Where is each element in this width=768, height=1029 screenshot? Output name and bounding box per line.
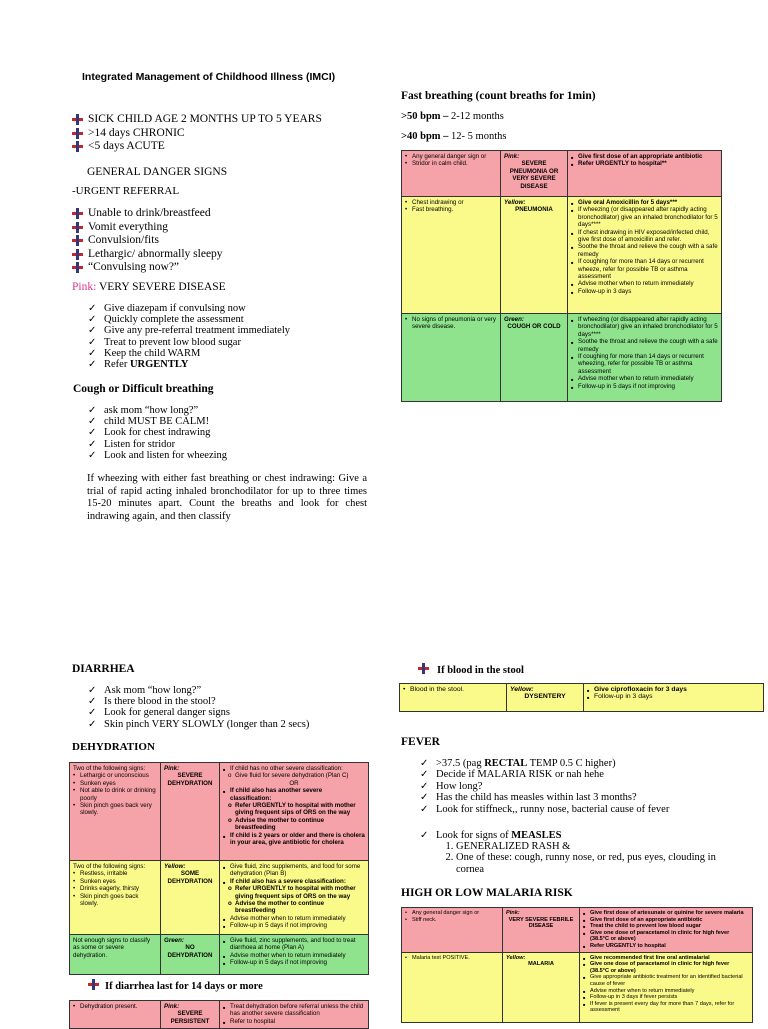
checklist-item xyxy=(88,439,227,450)
list-item xyxy=(72,261,223,275)
checklist-item xyxy=(420,769,669,780)
cell-list-item: ■ If child also has a severe classification: xyxy=(223,878,365,885)
checklist-item-text: How long? xyxy=(436,780,483,792)
cell-list xyxy=(405,153,497,168)
cell-list xyxy=(223,863,365,930)
treatment-cell xyxy=(568,197,722,314)
cell-list-item: • Stiff neck. xyxy=(405,917,499,924)
diarrhea-checklist xyxy=(88,685,309,730)
cell-list-item: ■ Advise mother when to return immediately xyxy=(583,988,749,995)
cell-list xyxy=(571,153,718,168)
cell-list-item: ■ Give one dose of paracetamol in clinic for high fever (38.5°C or above) xyxy=(583,930,749,943)
malaria-heading: HIGH OR LOW MALARIA RISK xyxy=(401,887,573,899)
cell-list xyxy=(405,316,497,331)
cell-list-item: ■ Give oral Amoxicillin for 5 days*** xyxy=(571,199,718,206)
check-icon: ✓ xyxy=(420,803,429,815)
signs-intro: Not enough signs to classify as some or severe dehydration. xyxy=(73,937,151,959)
cell-list-item: ■ If coughing for more than 14 days or recurrent wheezing, refer for possible TB or asthma assessment xyxy=(571,353,718,375)
cough-heading: Cough or Difficult breathing xyxy=(73,383,214,395)
classification-cell xyxy=(503,908,580,953)
checklist-item xyxy=(88,696,309,707)
cell-list-item: ■ Soothe the throat and relieve the cough with a safe remedy xyxy=(571,338,718,353)
document-title: Integrated Management of Childhood Illness (IMCI) xyxy=(82,71,336,83)
classification-row xyxy=(70,1001,369,1029)
rate-child-value: >40 bpm – xyxy=(401,131,449,142)
check-icon: ✓ xyxy=(88,449,97,461)
cell-list-item: • No signs of pneumonia or very severe disease. xyxy=(405,316,497,331)
checklist-item xyxy=(420,781,669,792)
treatment-cell xyxy=(568,314,722,402)
list-item-text: <5 days ACUTE xyxy=(88,140,165,152)
check-icon: ✓ xyxy=(420,769,429,781)
checklist-item-text: Keep the child WARM xyxy=(104,347,201,359)
cell-list-item: ■ Give fluid, zinc supplements, and food to treat diarrhoea at home (Plan A) xyxy=(223,937,365,952)
classification-cell xyxy=(161,1001,220,1029)
signs-cell xyxy=(70,861,161,935)
dehydration-table xyxy=(69,762,369,975)
checklist-item-text: child MUST BE CALM! xyxy=(104,416,210,428)
fever-item-text: TEMP 0.5 C higher) xyxy=(527,758,616,769)
cell-list-item: o Give fluid for severe dehydration (Plan C) xyxy=(223,772,365,779)
checklist-item xyxy=(88,337,290,348)
measles-sublist xyxy=(420,841,736,875)
checklist-item-text: Look for chest indrawing xyxy=(104,427,211,439)
signs-cell xyxy=(402,197,501,314)
cell-list-item: ■ If child is 2 years or older and there is cholera in your area, give antibiotic for cholera xyxy=(223,832,365,847)
measles-bold: MEASLES xyxy=(511,830,562,841)
measles-prefix: Look for signs of xyxy=(436,830,512,841)
cell-list-item: ■ Treat dehydration before referral unless the child has another severe classification xyxy=(223,1003,365,1018)
check-icon: ✓ xyxy=(88,438,97,450)
check-icon: ✓ xyxy=(88,405,97,416)
classification-row xyxy=(402,314,722,402)
classification-color: Pink: xyxy=(504,153,520,160)
cell-list-item: ■ Follow-up in 5 days if not improving xyxy=(223,959,365,966)
persistent-diarrhea-table xyxy=(69,1000,369,1029)
checklist-item xyxy=(88,359,290,370)
classification-cell xyxy=(501,314,568,402)
cell-list-item: ■ Refer URGENTLY to hospital** xyxy=(571,160,718,167)
classification-row xyxy=(70,935,369,975)
check-icon: ✓ xyxy=(88,416,97,428)
check-icon: ✓ xyxy=(88,685,97,696)
rate-infant-age: 2-12 months xyxy=(448,111,504,122)
checklist-item xyxy=(88,348,290,359)
cell-list-item: • Chest indrawing or xyxy=(405,199,497,206)
cell-list-item: o Refer URGENTLY to hospital with mother giving frequent sips of ORS on the way xyxy=(223,802,365,817)
treatment-cell xyxy=(220,935,369,975)
cell-list-item: ■ If wheezing (or disappeared after rapidly acting bronchodilator) give an inhaled bronchodilator for 5 days**** xyxy=(571,206,718,228)
checklist-item-text: Is there blood in the stool? xyxy=(104,696,216,708)
cell-list-item: ■ Treat the child to prevent low blood sugar xyxy=(583,923,749,930)
list-item xyxy=(72,127,322,141)
cell-list xyxy=(405,199,497,214)
list-item-text: Lethargic/ abnormally sleepy xyxy=(88,247,223,260)
classification-name: MALARIA xyxy=(528,961,554,968)
signs-cell xyxy=(70,935,161,975)
cell-list-item: ■ Give first dose of artesunate or quinine for severe malaria xyxy=(583,910,749,917)
cell-list-item: ■ Refer URGENTLY to hospital xyxy=(583,943,749,950)
classification-name: SEVERE PERSISTENT xyxy=(170,1010,210,1025)
cell-list xyxy=(583,955,749,1014)
treatment-cell xyxy=(220,1001,369,1029)
list-item xyxy=(72,234,223,248)
cell-list-item: o Advise the mother to continue breastfeeding xyxy=(223,900,365,915)
classification-color: Yellow: xyxy=(506,954,526,961)
checklist-item-text: Look for stiffneck,, runny nose, bacterial cause of fever xyxy=(436,803,670,815)
cell-list xyxy=(583,910,749,950)
checklist-item xyxy=(88,303,290,314)
cell-list-item: ■ Advise mother when to return immediately xyxy=(223,952,365,959)
classification-name: VERY SEVERE FEBRILE DISEASE xyxy=(508,916,574,930)
list-item xyxy=(72,113,322,127)
classification-color: Pink: xyxy=(164,765,180,772)
treatment-cell xyxy=(580,952,753,1022)
bullet-icon xyxy=(72,262,83,273)
checklist-item-text: Ask mom “how long?” xyxy=(104,685,202,696)
classification-cell xyxy=(507,684,584,712)
checklist-item-text: Treat to prevent low blood sugar xyxy=(104,336,241,348)
urgent-referral: -URGENT REFERRAL xyxy=(72,185,180,197)
checklist-item-text: Look for general danger signs xyxy=(104,707,230,719)
pink-actions-list xyxy=(88,303,290,370)
checklist-item-text: Quickly complete the assessment xyxy=(104,314,244,326)
cell-list-item: ■ Follow-up in 5 days if not improving xyxy=(223,922,365,929)
signs-cell xyxy=(402,151,501,197)
signs-intro: Two of the following signs: xyxy=(73,863,146,870)
checklist-item-text: Has the child has measles within last 3 months? xyxy=(436,792,637,804)
classification-name: PNEUMONIA xyxy=(515,206,553,214)
treatment-cell xyxy=(584,684,764,712)
cell-list-item: ■ Give first dose of an appropriate antibiotic xyxy=(583,917,749,924)
cell-list xyxy=(73,870,157,907)
cell-list-item: ■ If coughing for more than 14 days or recurrent wheeze, refer for possible TB or asthma assessment xyxy=(571,258,718,280)
cell-list-item: ■ Follow-up in 5 days if not improving xyxy=(571,383,718,390)
fever-checklist xyxy=(420,758,669,815)
signs-cell xyxy=(400,684,507,712)
classification-color: Pink: xyxy=(506,910,520,916)
signs-cell xyxy=(402,908,503,953)
checklist-item-text: Listen for stridor xyxy=(104,438,176,450)
cell-list-item: ■ Give appropriate antibiotic treatment for an identified bacterial cause of fever xyxy=(583,974,749,987)
check-icon: ✓ xyxy=(88,314,97,326)
treatment-cell xyxy=(580,908,753,953)
list-item xyxy=(72,207,223,221)
diarrhea-heading: DIARRHEA xyxy=(72,663,135,675)
classification-row xyxy=(402,952,753,1022)
cell-list-item: • Skin pinch goes back very slowly. xyxy=(73,802,157,817)
classification-row xyxy=(402,151,722,197)
check-icon: ✓ xyxy=(88,347,97,359)
classification-name: DYSENTERY xyxy=(524,693,566,701)
cell-list-item: ■ Give first dose of an appropriate antibiotic xyxy=(571,153,718,160)
classification-name: NO DEHYDRATION xyxy=(167,944,213,959)
cell-list-item: o Advise the mother to continue breastfeeding xyxy=(223,817,365,832)
cell-list-item: ■ If chest indrawing in HIV exposed/infected child, give first dose of amoxicillin and refer. xyxy=(571,229,718,244)
checklist-item-text: Refer xyxy=(104,359,130,371)
bullet-icon xyxy=(72,128,83,139)
cell-list-item: • Restless, irritable xyxy=(73,870,157,877)
checklist-item xyxy=(88,707,309,718)
fever-item: ✓ >37.5 (pag RECTAL TEMP 0.5 C higher) xyxy=(420,758,616,769)
bullet-icon xyxy=(72,249,83,260)
cell-list xyxy=(403,686,503,693)
check-icon: ✓ xyxy=(420,780,429,792)
cell-list-item: • Dehydration present. xyxy=(73,1003,157,1010)
cell-list-item: • Skin pinch goes back slowly. xyxy=(73,893,157,908)
measles-sub-item: 2. One of these: cough, runny nose, or red, pus eyes, clouding in cornea xyxy=(456,852,736,874)
checklist-item-text: Give diazepam if convulsing now xyxy=(104,303,246,314)
classification-row xyxy=(402,908,753,953)
classification-color: Pink: xyxy=(164,1003,180,1010)
checklist-item-text: ask mom “how long?” xyxy=(104,405,199,416)
bullet-icon xyxy=(72,222,83,233)
check-icon: ✓ xyxy=(88,325,97,337)
treatment-cell xyxy=(220,861,369,935)
or-separator: OR xyxy=(289,779,299,787)
checklist-item-text: Look and listen for wheezing xyxy=(104,449,228,461)
classification-cell xyxy=(161,935,220,975)
bullet-icon xyxy=(88,979,99,990)
check-icon: ✓ xyxy=(88,336,97,348)
check-icon: ✓ xyxy=(88,359,97,371)
checklist-item xyxy=(88,719,309,730)
cell-list xyxy=(223,937,365,967)
classification-name: SEVERE PNEUMONIA OR VERY SEVERE DISEASE xyxy=(509,160,559,190)
rate-infant xyxy=(401,111,504,122)
checklist-item xyxy=(420,804,669,815)
bullet-icon xyxy=(72,141,83,152)
rate-child xyxy=(401,131,506,142)
cell-list-item: ■ Give ciprofloxacin for 3 days xyxy=(587,686,760,693)
wheezing-paragraph: If wheezing with either fast breathing or chest indrawing: Give a trial of rapid acting inhaled bronchodilator for up to three times 15-20 minutes apart. Count the breaths and look for chest indrawing again, and then classify xyxy=(87,473,367,522)
list-item-text: Vomit everything xyxy=(88,220,168,233)
bullet-icon xyxy=(72,114,83,125)
cell-list-item: ■ Follow-up in 3 days if fever persists xyxy=(583,994,749,1001)
classification-name: SEVERE DEHYDRATION xyxy=(167,772,213,787)
cell-list-item: • Sunken eyes xyxy=(73,878,157,885)
bullet-icon xyxy=(72,235,83,246)
list-item-text: Convulsion/fits xyxy=(88,234,159,246)
checklist-item xyxy=(88,325,290,336)
persistent-diarrhea-heading-text: If diarrhea last for 14 days or more xyxy=(105,981,263,992)
pneumonia-table xyxy=(401,150,722,402)
cell-list-item: ■ Follow-up in 3 days xyxy=(571,288,718,295)
list-item xyxy=(72,248,223,262)
list-item-text: Unable to drink/breastfeed xyxy=(88,207,211,219)
rate-child-age: 12- 5 months xyxy=(448,131,507,142)
checklist-item xyxy=(88,314,290,325)
pink-text: VERY SEVERE DISEASE xyxy=(96,281,226,293)
classification-cell xyxy=(161,763,220,861)
classification-cell xyxy=(501,151,568,197)
cell-list-item: • Malaria test POSITIVE. xyxy=(405,955,499,962)
measles-block xyxy=(420,830,736,875)
checklist-item-text: Decide if MALARIA RISK or nah hehe xyxy=(436,769,604,781)
cell-list xyxy=(587,686,760,701)
checklist-item xyxy=(88,427,227,438)
checklist-item-bold: URGENTLY xyxy=(129,359,189,371)
classification-row xyxy=(402,197,722,314)
checklist-item xyxy=(420,792,669,803)
list-item-text: “Convulsing now?” xyxy=(88,261,180,273)
list-item-text: >14 days CHRONIC xyxy=(88,126,185,139)
check-icon: ✓ xyxy=(88,707,97,719)
cell-list-item: ■ If child has no other severe classification: xyxy=(223,765,365,772)
treatment-cell xyxy=(220,763,369,861)
classification-cell xyxy=(501,197,568,314)
cell-list-item: ■ Advise mother when to return immediately xyxy=(571,375,718,382)
rate-infant-value: >50 bpm – xyxy=(401,111,449,122)
fever-item-text: >37.5 (pag xyxy=(436,758,485,769)
cell-list-item: ■ Refer to hospital xyxy=(223,1018,365,1025)
cell-list-item: ■ Advise mother when to return immediately xyxy=(571,280,718,287)
cell-list-item: • Not able to drink or drinking poorly xyxy=(73,787,157,802)
signs-cell xyxy=(70,1001,161,1029)
checklist-item-text: Skin pinch VERY SLOWLY (longer than 2 secs) xyxy=(104,718,310,730)
measles-item: ✓ Look for signs of MEASLES xyxy=(420,830,562,841)
cough-checklist xyxy=(88,405,227,461)
cell-list xyxy=(223,1003,365,1025)
classification-row xyxy=(400,684,764,712)
fast-breathing-heading: Fast breathing (count breaths for 1min) xyxy=(401,90,596,102)
pink-classification xyxy=(72,281,226,293)
cell-list-item: • Drinks eagerly, thirsty xyxy=(73,885,157,892)
blood-stool-heading xyxy=(418,662,524,676)
check-icon: ✓ xyxy=(420,792,429,804)
signs-cell xyxy=(70,763,161,861)
classification-color: Green: xyxy=(164,937,184,944)
cell-list-item: ■ Give recommended first line oral antimalarial xyxy=(583,955,749,962)
classification-color: Yellow: xyxy=(510,686,534,693)
cell-list-item: ■ Advise mother when to return immediately xyxy=(223,915,365,922)
dehydration-heading: DEHYDRATION xyxy=(72,741,155,753)
checklist-item xyxy=(88,405,227,416)
cell-list-item: • Stridor in calm child. xyxy=(405,160,497,167)
cell-list xyxy=(405,910,499,923)
cell-list-item: ■ Give fluid, zinc supplements, and food for some dehydration (Plan B) xyxy=(223,863,365,878)
signs-cell xyxy=(402,314,501,402)
danger-signs-list xyxy=(72,207,223,275)
blood-stool-heading-text: If blood in the stool xyxy=(437,665,524,676)
cell-list xyxy=(571,316,718,390)
classification-row xyxy=(70,763,369,861)
cell-list-item: • Any general danger sign or xyxy=(405,910,499,917)
cell-list xyxy=(73,1003,157,1010)
classification-cell xyxy=(161,861,220,935)
fever-item-bold: RECTAL xyxy=(484,758,528,769)
classification-color: Yellow: xyxy=(504,199,526,206)
cell-list-item: ■ If child also has another severe classification: xyxy=(223,787,365,802)
checklist-item xyxy=(88,450,227,461)
check-icon: ✓ xyxy=(88,696,97,708)
cell-list-item: ■ If fever is present every day for more than 7 days, refer for assessment xyxy=(583,1001,749,1014)
measles-sub-item: 1. GENERALIZED RASH & xyxy=(456,841,736,852)
cell-list-item: • Any general danger sign or xyxy=(405,153,497,160)
pink-label: Pink: xyxy=(72,281,97,293)
check-icon: ✓ xyxy=(88,303,97,314)
classification-row xyxy=(70,861,369,935)
checklist-item xyxy=(88,685,309,696)
classification-color: Green: xyxy=(504,316,524,323)
treatment-cell xyxy=(568,151,722,197)
cell-list-item: • Fast breathing. xyxy=(405,206,497,213)
classification-name: SOME DEHYDRATION xyxy=(167,870,213,885)
classification-name: COUGH OR COLD xyxy=(507,323,561,331)
cell-list-item: ■ Soothe the throat and relieve the cough with a safe remedy xyxy=(571,243,718,258)
cell-list xyxy=(73,772,157,816)
cell-list-item: • Sunken eyes xyxy=(73,780,157,787)
cell-list-item: • Blood in the stool. xyxy=(403,686,503,693)
signs-cell xyxy=(402,952,503,1022)
persistent-diarrhea-heading xyxy=(88,978,263,992)
cell-list xyxy=(223,765,365,846)
check-icon: ✓ xyxy=(88,427,97,439)
cell-list-item: ■ Follow-up in 3 days xyxy=(587,693,760,700)
cell-list xyxy=(571,199,718,295)
classification-color: Yellow: xyxy=(164,863,186,870)
checklist-item-text: Give any pre-referral treatment immediately xyxy=(104,325,290,337)
bullet-icon xyxy=(72,208,83,219)
cell-list xyxy=(405,955,499,962)
danger-signs-heading: GENERAL DANGER SIGNS xyxy=(87,166,228,178)
cell-list-item: ■ If wheezing (or disappeared after rapidly acting bronchodilator) give an inhaled bronchodilator for 5 days**** xyxy=(571,316,718,338)
age-list xyxy=(72,113,322,154)
cell-list-item: ■ Give one dose of paracetamol in clinic for high fever (38.5°C or above) xyxy=(583,961,749,974)
malaria-table xyxy=(401,907,753,1023)
signs-intro: Two of the following signs: xyxy=(73,765,146,772)
classification-cell xyxy=(503,952,580,1022)
checklist-item xyxy=(88,416,227,427)
check-icon: ✓ xyxy=(88,718,97,730)
bullet-icon xyxy=(418,663,429,674)
list-item-text: SICK CHILD AGE 2 MONTHS UP TO 5 YEARS xyxy=(88,113,322,125)
cell-list-item: o Refer URGENTLY to hospital with mother giving frequent sips of ORS on the way xyxy=(223,885,365,900)
list-item xyxy=(72,221,223,235)
cell-list-item: • Lethargic or unconscious xyxy=(73,772,157,779)
fever-heading: FEVER xyxy=(401,736,440,748)
dysentery-table xyxy=(399,683,764,712)
list-item xyxy=(72,140,322,154)
